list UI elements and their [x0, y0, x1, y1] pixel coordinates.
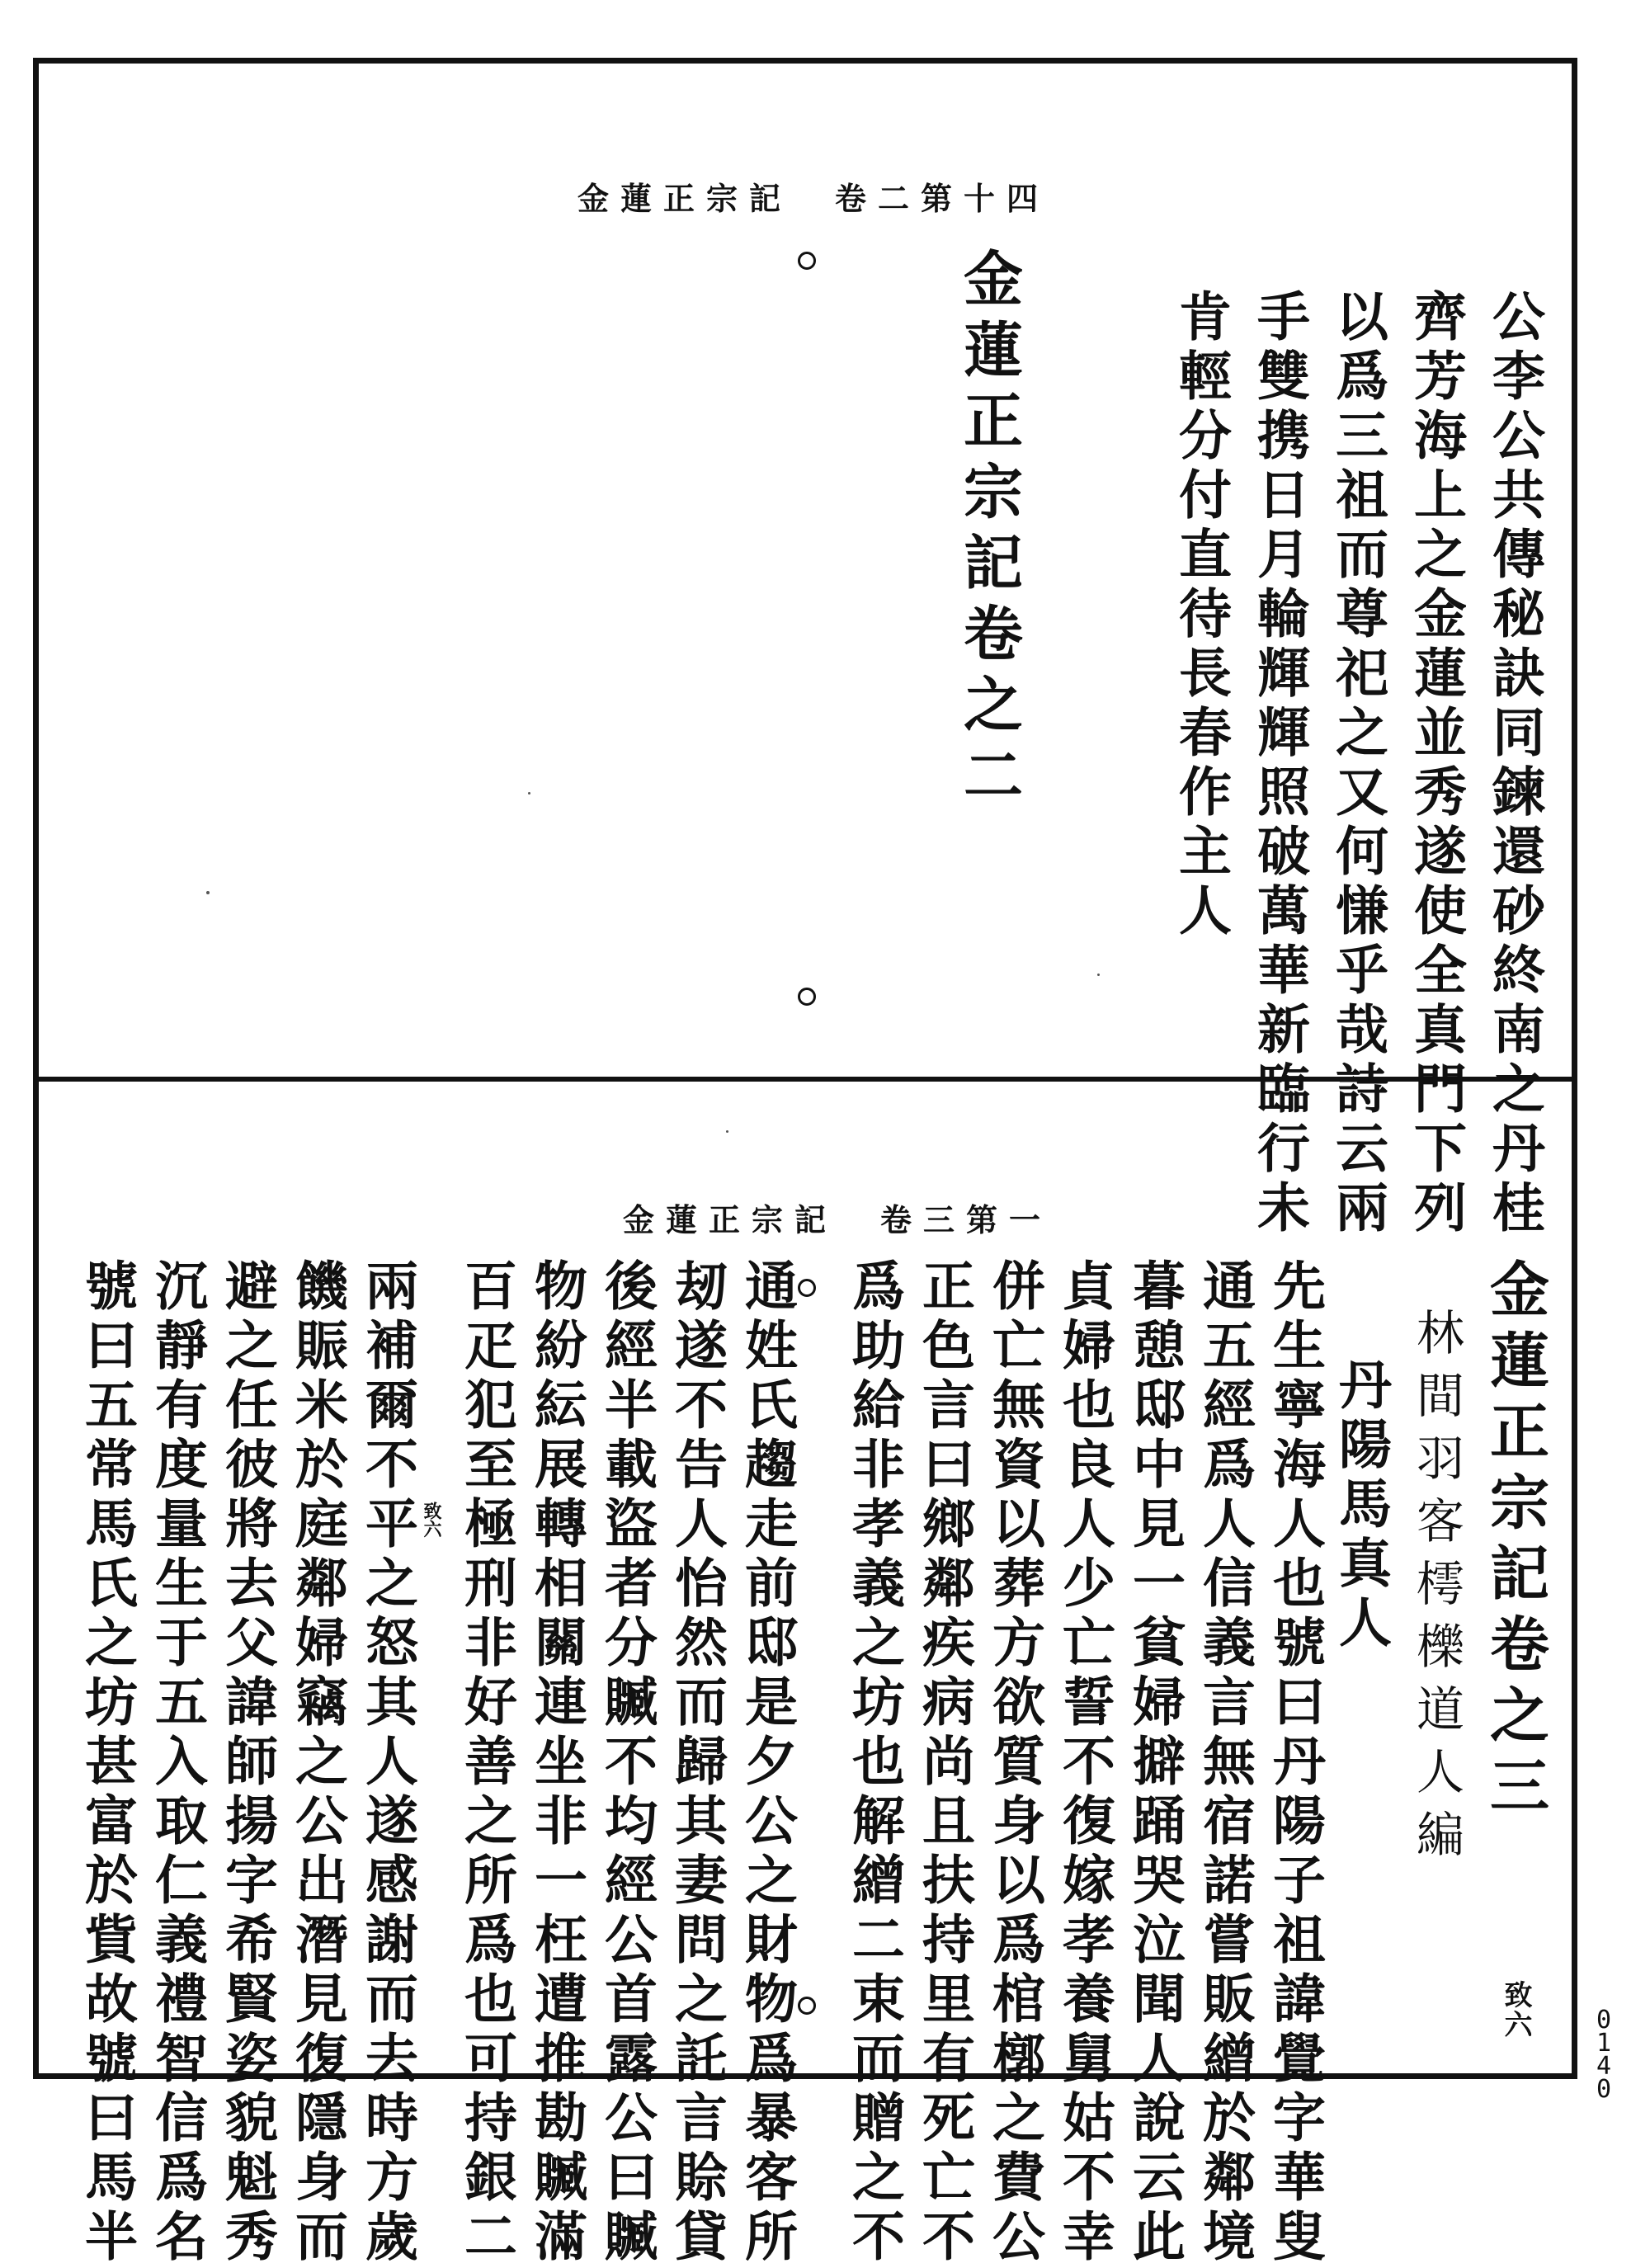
running-head-bottom: 金蓮正宗記 卷三第一	[623, 1201, 1053, 1238]
text-column: 手雙携日月輪輝輝照破萬華新臨行未	[1248, 289, 1310, 1239]
text-column: 沉靜有度量生于五入取仁義禮智信爲名	[146, 1258, 208, 2268]
text-column: 避之任彼將去父諱師揚字希賢姿貌魁秀	[216, 1258, 278, 2268]
text-column: 百疋犯至極刑非好善之所爲也可持銀二	[455, 1258, 517, 2268]
scan-speck	[528, 792, 530, 795]
text-column: 刼遂不告人怡然而歸其妻問之託言賒貸	[666, 1258, 728, 2268]
inline-folio-mark: 致六	[421, 1502, 442, 1538]
running-head-top: 金蓮正宗記 卷二第十四	[578, 180, 1050, 217]
text-column: 以爲三祖而尊祀之又何慊乎哉詩云兩	[1327, 289, 1388, 1239]
binding-circle-top-lower	[798, 988, 816, 1006]
scan-speck	[1097, 974, 1100, 976]
text-column: 肯輕分付直待長春作主人	[1170, 289, 1232, 942]
page-number: 0 1 4 0	[1596, 2006, 1612, 2104]
text-column: 號曰五常馬氏之坊甚富於貲故號曰馬半	[76, 1258, 138, 2268]
text-column: 公李公共傳秘訣同鍊還砂終南之丹桂	[1483, 289, 1545, 1239]
text-column: 齊芳海上之金蓮並秀遂使全真門下列	[1405, 289, 1467, 1239]
binding-circle-bottom-upper	[798, 1279, 816, 1297]
text-column: 後經半載盜者分贓不均經公首露公曰贓	[596, 1258, 658, 2268]
text-column: 正色言曰鄉鄰疾病尚且扶持里有死亡不	[913, 1258, 975, 2268]
binding-circle-top-upper	[798, 252, 816, 270]
chapter-title-bottom: 金蓮正宗記卷之三	[1480, 1258, 1550, 1826]
text-column: 併亡無資以葬方欲質身以爲棺槨之費公	[983, 1258, 1045, 2268]
text-column: 通五經爲人信義言無宿諾嘗販繒於鄰境	[1194, 1258, 1256, 2268]
text-column: 先生寧海人也號曰丹陽子祖諱覺字華叟	[1264, 1258, 1326, 2268]
text-column: 饑賑米於庭鄰婦竊之公出潛見復隱身而	[286, 1258, 348, 2268]
text-column: 通姓氏趨走前邸是夕公之財物爲暴客所	[736, 1258, 798, 2268]
text-column: 貞婦也良人少亡誓不復嫁孝養舅姑不幸	[1054, 1258, 1115, 2268]
chapter-title-top: 金蓮正宗記卷之二	[954, 248, 1024, 815]
author-line: 林間羽客樗櫟道人編	[1408, 1308, 1464, 1872]
text-column: 爲助給非孝義之坊也解繒二束而贈之不	[843, 1258, 905, 2268]
scan-speck	[726, 1130, 728, 1133]
binding-circle-bottom-lower	[798, 1997, 816, 2015]
text-column: 兩補爾不平之怒其人遂感謝而去時方歲	[356, 1258, 418, 2268]
subject-heading: 丹陽馬真人	[1330, 1357, 1392, 1654]
folio-mark: 致六	[1499, 1980, 1532, 2039]
scan-speck	[206, 891, 210, 894]
text-column: 物紛紜展轉相關連坐非一枉遭推勘贓滿	[526, 1258, 587, 2268]
text-column: 暮憩邸中見一貧婦擗踊哭泣聞人說云此	[1124, 1258, 1186, 2268]
